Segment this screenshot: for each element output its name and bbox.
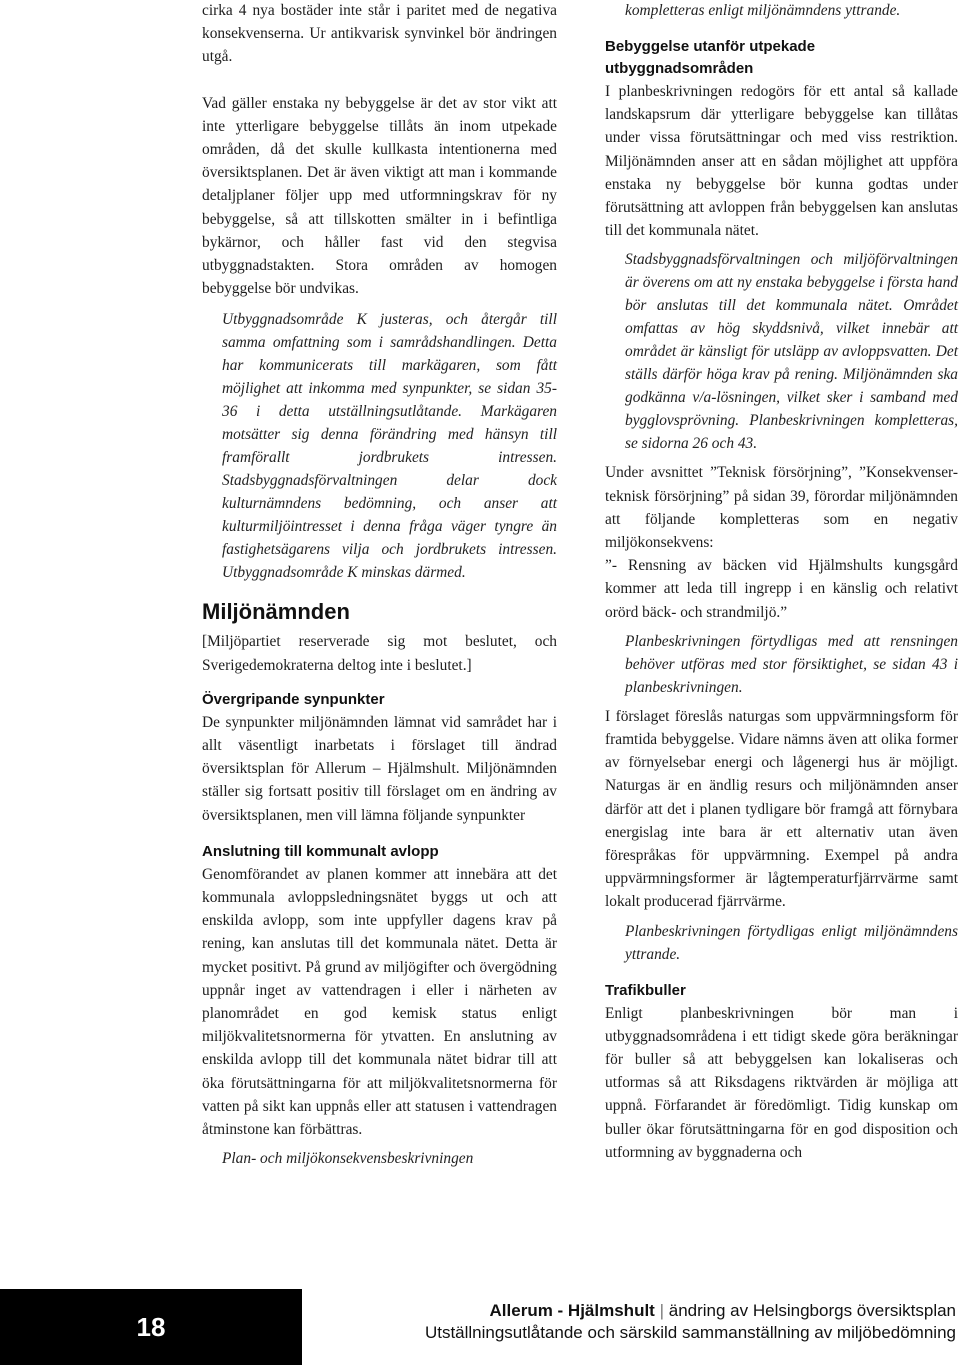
subheading-anslutning: Anslutning till kommunalt avlopp [202,842,439,860]
footer-title-line [425,1300,956,1322]
left-column [202,0,557,1170]
footer-brand: Allerum - Hjälmshult [489,1301,655,1320]
paragraph: [Miljöpartiet reserverade sig mot beslutet, och Sverigedemokraterna deltog inte i beslutet.] [202,633,557,674]
response-note: Planbeskrivningen förtydligas med att rensningen behöver utföras med stor försiktighet, se sidan 43 i planbeskrivningen. [625,632,958,696]
page-number-box [0,1289,302,1365]
footer [425,1300,956,1344]
response-note: kompletteras enligt miljönämndens yttrande. [625,2,901,19]
paragraph: I förslaget föreslås naturgas som uppvärmningsform för framtida bebyggelse. Vidare nämns även att olika former av förnyelsebar energi och lågenergi hus är möjligt. Naturgas är en ändlig resurs och miljönämnden anser därför att det i planen tydligare bör framgå att förnybara energislag inte bara är ett alternativ utan även förespråkas för uppvärmning. Exempel på andra uppvärmningsformer är lågtemperaturfjärrvärme samt lokalt producerad fjärrvärme. [605,707,958,911]
right-column [605,0,958,1164]
page-number: 18 [136,1311,166,1342]
paragraph: De synpunkter miljönämnden lämnat vid samrådet har i allt väsentligt inarbetats i förslaget till ändrad översiktsplan för Allerum – Hjälmshult. Miljönämnden ställer sig fortsatt positiv till förslaget om en ändring av översiktsplanen, men vill lämna följande synpunkter [202,713,557,824]
paragraph: cirka 4 nya bostäder inte står i paritet med de negativa konsekvenserna. Ur antikvarisk synvinkel bör ändringen utgå. [202,2,557,66]
footer-subtitle: Utställningsutlåtande och särskild sammanställning av miljöbedömning [424,1323,956,1342]
response-note: Stadsbyggnadsförvaltningen och miljöförvaltningen är överens om att ny enstaka bebyggelse i första hand bör anslutas till det kommunala nätet. Området omfattas av hög skyddsnivå, vilket innebär att området är känsligt för utsläpp av avloppsvatten. Det ställs därför höga krav på rening. Miljönämnden ska godkänna v/a-lösningen, vilket sker i samband med bygglovsprövning. Planbeskrivningen kompletteras, se sidorna 26 och 43. [625,251,958,453]
quote-paragraph: ”- Rensning av bäcken vid Hjälmshults kungsgård kommer att leda till ingrepp i en känslig och relativt orörd bäck- och strandmiljö.” [605,557,958,621]
paragraph: Enligt planbeskrivningen bör man i utbyggnadsområdena i ett tidigt skede göra beräkningar för buller så att bebyggelsen kan lokaliseras och utformas så att Riksdagens riktvärden är möjliga att uppnå. Förfarandet är föredömligt. Tidig kunskap om buller ökar förutsättningarna för en god disposition och utformning av byggnaderna och [605,1004,958,1161]
footer-title: ändring av Helsingborgs översiktsplan [668,1301,956,1320]
paragraph: Under avsnittet ”Teknisk försörjning”, ”Konsekvenser-teknisk försörjning” på sidan 39, förordar miljönämnden att följande kompletteras som en negativ miljökonsekvens: [605,464,958,552]
response-note: Utbyggnadsområde K justeras, och återgår till samma omfattning som i samrådshandlingen. Detta har kommunicerats till markägaren, som fått möjlighet att inkomma med synpunkter, se sidan 35-36 i detta utställningsutlåtande. Markägaren motsätter sig denna förändring med hänsyn till framförallt jordbrukets intressen. Stadsbyggnadsförvaltningen delar dock kulturnämndens bedömning, och anser att kulturmiljöintresset i denna fråga väger tyngre än fastighetsägarens vilja och jordbrukets intressen. Utbyggnadsområde K minskas därmed. [222,311,557,582]
section-heading-miljonamnden: Miljönämnden [202,599,350,625]
response-note: Plan- och miljökonsekvensbeskrivningen [222,1150,474,1168]
paragraph: Vad gäller enstaka ny bebyggelse är det av stor vikt att inte ytterligare bebyggelse tillåts än inom utpekade områden, då det skulle kullkasta intentionerna med översiktsplanen. Det är även viktigt att man i kommande detaljplaner följer upp med utformningskrav för ny bebyggelse, så att tillskotten smälter in i befintliga bykärnor, och håller fast vid den stegvisa utbyggnadstakten. Stora områden av homogen bebyggelse bör undvikas. [202,94,557,298]
footer-separator: | [659,1301,664,1320]
response-note: Planbeskrivningen förtydligas enligt miljönämndens yttrande. [625,922,958,963]
subheading-trafikbuller: Trafikbuller [605,981,686,999]
paragraph: Genomförandet av planen kommer att innebära att det kommunala avloppsledningsnätet byggs ut och att enskilda avlopp, som inte uppfyller dagens krav på rening, kan anslutas till det kommunala nätet. Detta är mycket positivt. På grund av miljögifter och övergödning uppnår inget av vattendragen i eller i närheten av planområdet en god kemisk status enligt miljökvalitetsnormerna för ytvatten. En anslutning av enskilda avlopp till det kommunala nätet bidrar till att öka förutsättningarna för att miljökvalitetsnormerna för vatten på sikt kan uppnås eller att statusen i vattendragen åtminstone kan förbättras. [202,865,557,1139]
subheading-bebyggelse: Bebyggelse utanför utpekade utbyggnadsområden [605,38,816,77]
paragraph: I planbeskrivningen redogörs för ett antal så kallade landskapsrum där ytterligare bebyggelse kan tillåtas under vissa förutsättningar och med viss restriktion. Miljönämnden anser att en sådan möjlighet att uppföra enstaka ny bebyggelse bör kunna godtas under förutsättning att avloppen från bebyggelsen kan anslutas till det kommunala nätet. [605,83,958,240]
subheading-overgripande: Övergripande synpunkter [202,690,385,708]
